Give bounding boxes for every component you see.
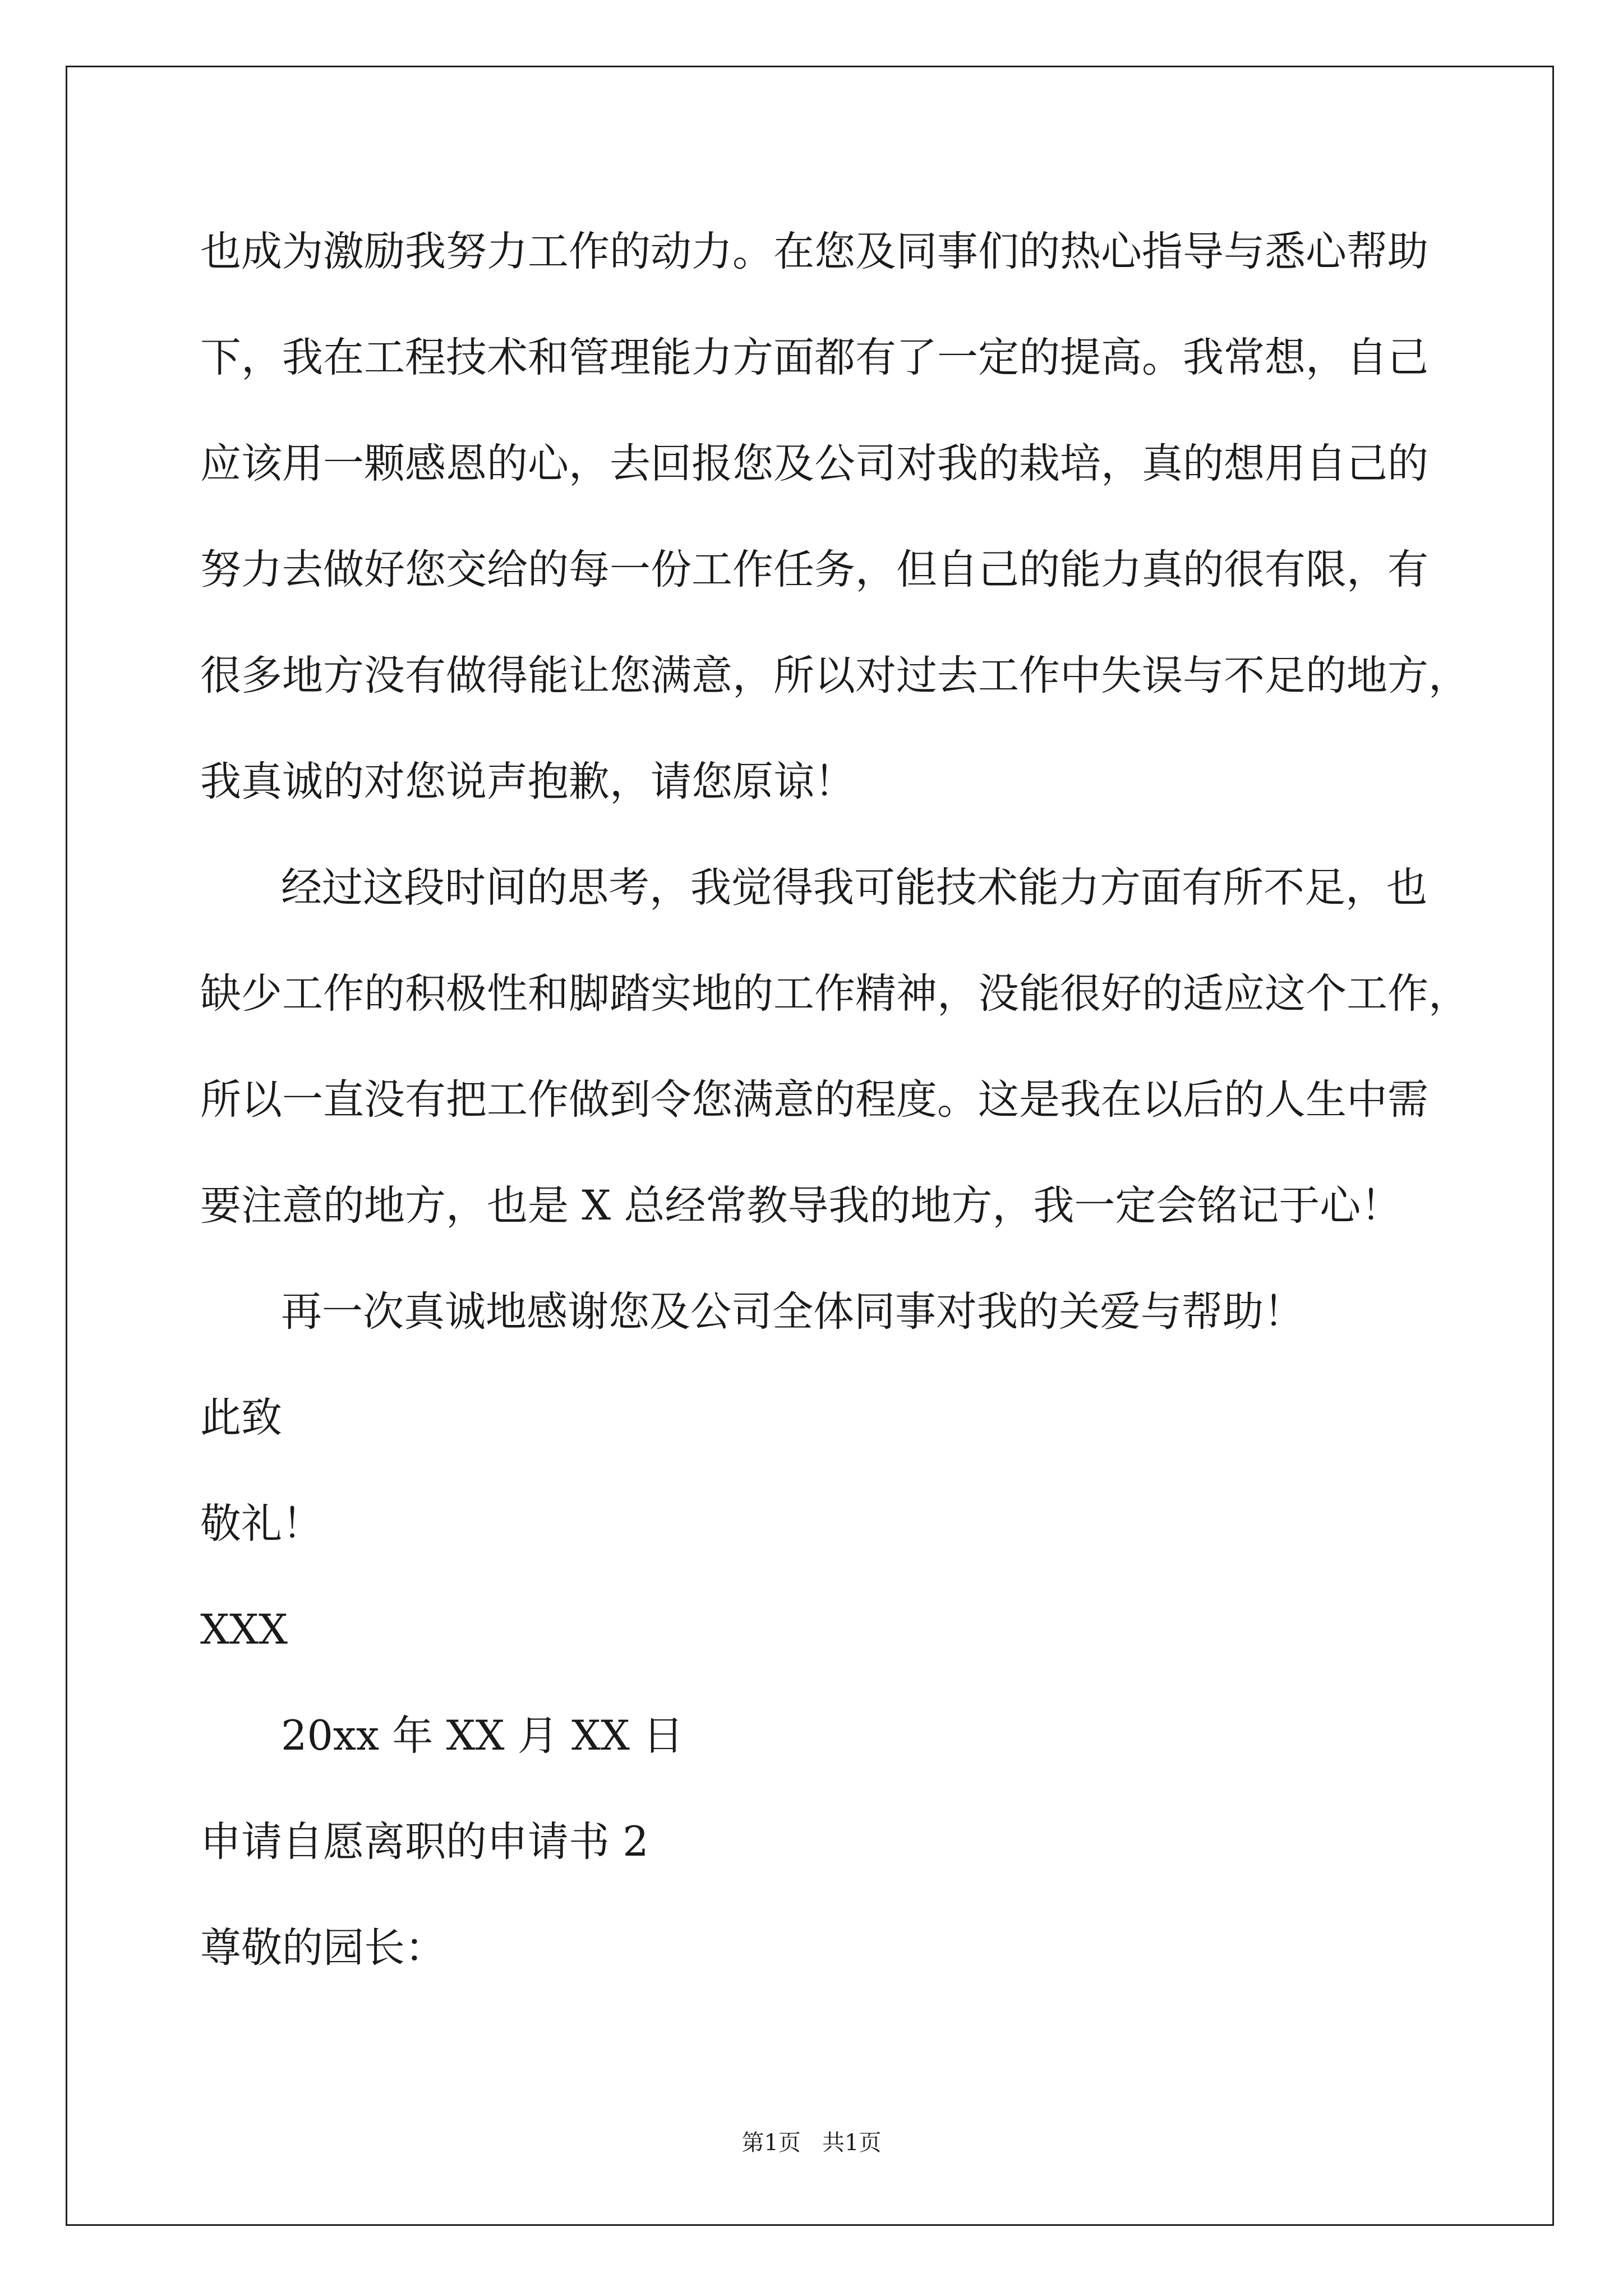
paragraph-line: 也成为激励我努力工作的动力。在您及同事们的热心指导与悉心帮助 bbox=[200, 228, 1428, 275]
document-body bbox=[200, 199, 1535, 2001]
paragraph-line: 努力去做好您交给的每一份工作任务，但自己的能力真的很有限，有 bbox=[200, 546, 1428, 593]
section-title: 申请自愿离职的申请书 2 bbox=[200, 1818, 649, 1866]
date-line: 20xx 年 XX 月 XX 日 bbox=[281, 1712, 684, 1760]
paragraph-line: 要注意的地方，也是 X 总经常教导我的地方，我一定会铭记于心！ bbox=[200, 1182, 1402, 1230]
paragraph-line: 再一次真诚地感谢您及公司全体同事对我的关爱与帮助！ bbox=[281, 1288, 1304, 1336]
paragraph-line: 下，我在工程技术和管理能力方面都有了一定的提高。我常想，自己 bbox=[200, 334, 1428, 381]
salutation: 尊敬的园长： bbox=[200, 1924, 446, 1972]
paragraph-line: 经过这段时间的思考，我觉得我可能技术能力方面有所不足，也 bbox=[281, 864, 1427, 912]
paragraph-line: 很多地方没有做得能让您满意，所以对过去工作中失误与不足的地方， bbox=[200, 652, 1469, 700]
paragraph-line: 我真诚的对您说声抱歉，请您原谅！ bbox=[200, 758, 855, 806]
closing-salute: 敬礼！ bbox=[200, 1500, 323, 1548]
paragraph-line: 所以一直没有把工作做到令您满意的程度。这是我在以后的人生中需 bbox=[200, 1076, 1428, 1124]
paragraph-line: 缺少工作的积极性和脚踏实地的工作精神，没能很好的适应这个工作， bbox=[200, 970, 1469, 1018]
paragraph-line: 应该用一颗感恩的心，去回报您及公司对我的栽培，真的想用自己的 bbox=[200, 440, 1428, 487]
closing-line: 此致 bbox=[200, 1394, 282, 1442]
page-footer: 第1页 共1页 bbox=[741, 2130, 882, 2156]
signature-name: XXX bbox=[200, 1606, 288, 1654]
